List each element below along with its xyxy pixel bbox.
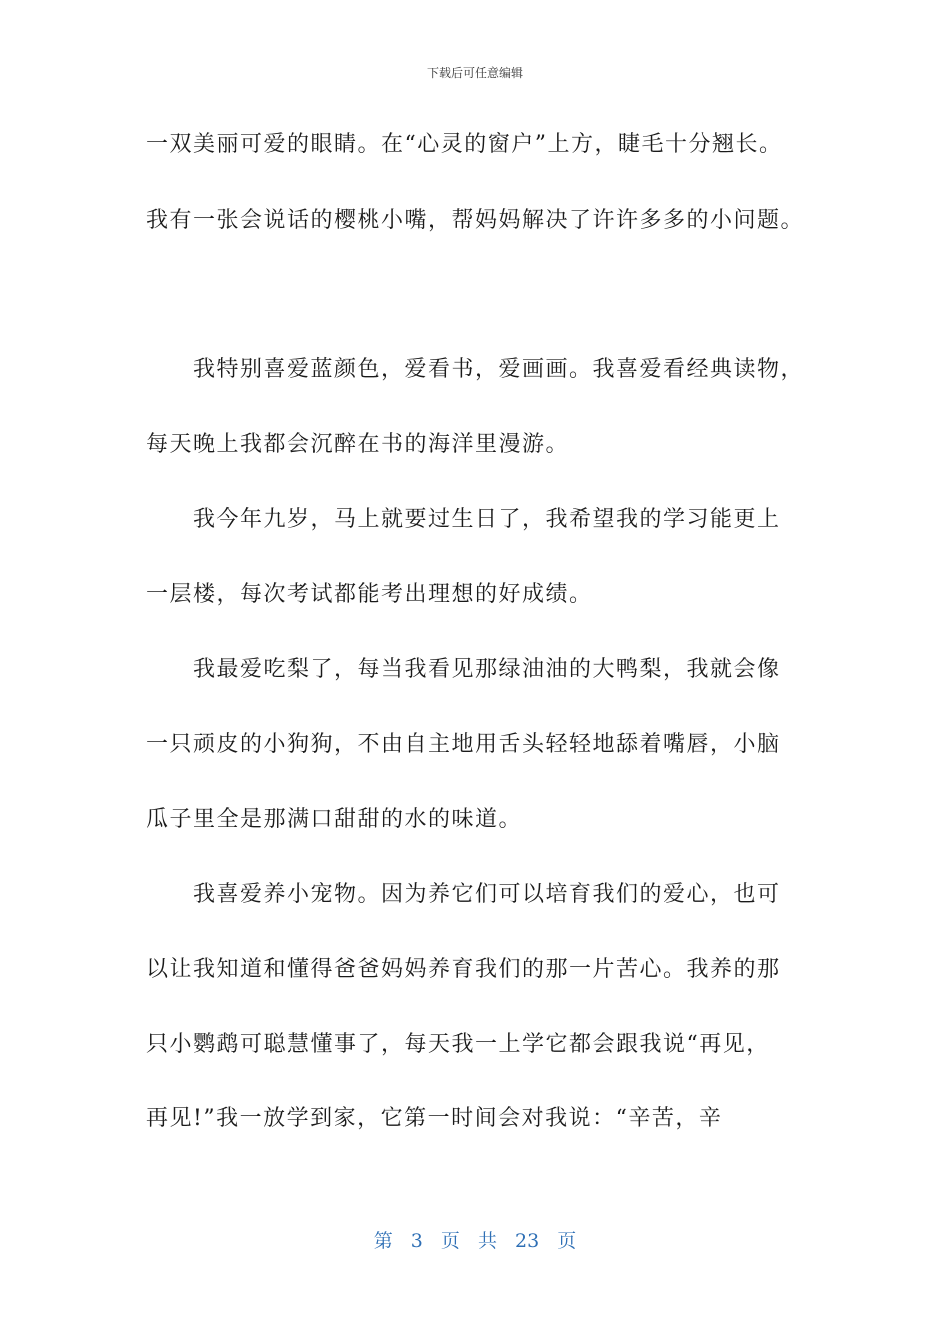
footer-total-word: 共 bbox=[477, 1230, 497, 1252]
text-line: 以让我知道和懂得爸爸妈妈养育我们的那一片苦心。我养的那 bbox=[146, 957, 781, 982]
page-footer bbox=[0, 1226, 950, 1253]
footer-page-word: 页 bbox=[440, 1230, 460, 1252]
text-line: 只小鹦鹉可聪慧懂事了，每天我一上学它都会跟我说“再见， bbox=[146, 1032, 770, 1057]
footer-prefix: 第 bbox=[373, 1230, 393, 1252]
text-line: 我今年九岁，马上就要过生日了，我希望我的学习能更上 bbox=[193, 507, 781, 532]
text-line: 我最爱吃梨了，每当我看见那绿油油的大鸭梨，我就会像 bbox=[193, 657, 781, 682]
footer-suffix: 页 bbox=[557, 1230, 577, 1252]
text-line: 一双美丽可爱的眼睛。在“心灵的窗户”上方，睫毛十分翘长。 bbox=[146, 132, 783, 157]
text-line: 再见!”我一放学到家，它第一时间会对我说：“辛苦，辛 bbox=[146, 1106, 723, 1131]
total-page-number: 23 bbox=[515, 1230, 540, 1252]
page-header: 下载后可任意编辑 bbox=[426, 66, 523, 80]
text-line: 我特别喜爱蓝颜色，爱看书，爱画画。我喜爱看经典读物， bbox=[193, 357, 805, 382]
text-line: 我喜爱养小宠物。因为养它们可以培育我们的爱心，也可 bbox=[193, 882, 781, 907]
text-line: 一层楼，每次考试都能考出理想的好成绩。 bbox=[146, 582, 593, 607]
current-page-number: 3 bbox=[410, 1230, 423, 1252]
text-line: 我有一张会说话的樱桃小嘴，帮妈妈解决了许许多多的小问题。 bbox=[146, 208, 805, 233]
text-line: 瓜子里全是那满口甜甜的水的味道。 bbox=[146, 807, 523, 832]
text-line: 一只顽皮的小狗狗，不由自主地用舌头轻轻地舔着嘴唇，小脑 bbox=[146, 732, 781, 757]
text-line: 每天晚上我都会沉醉在书的海洋里漫游。 bbox=[146, 432, 570, 457]
